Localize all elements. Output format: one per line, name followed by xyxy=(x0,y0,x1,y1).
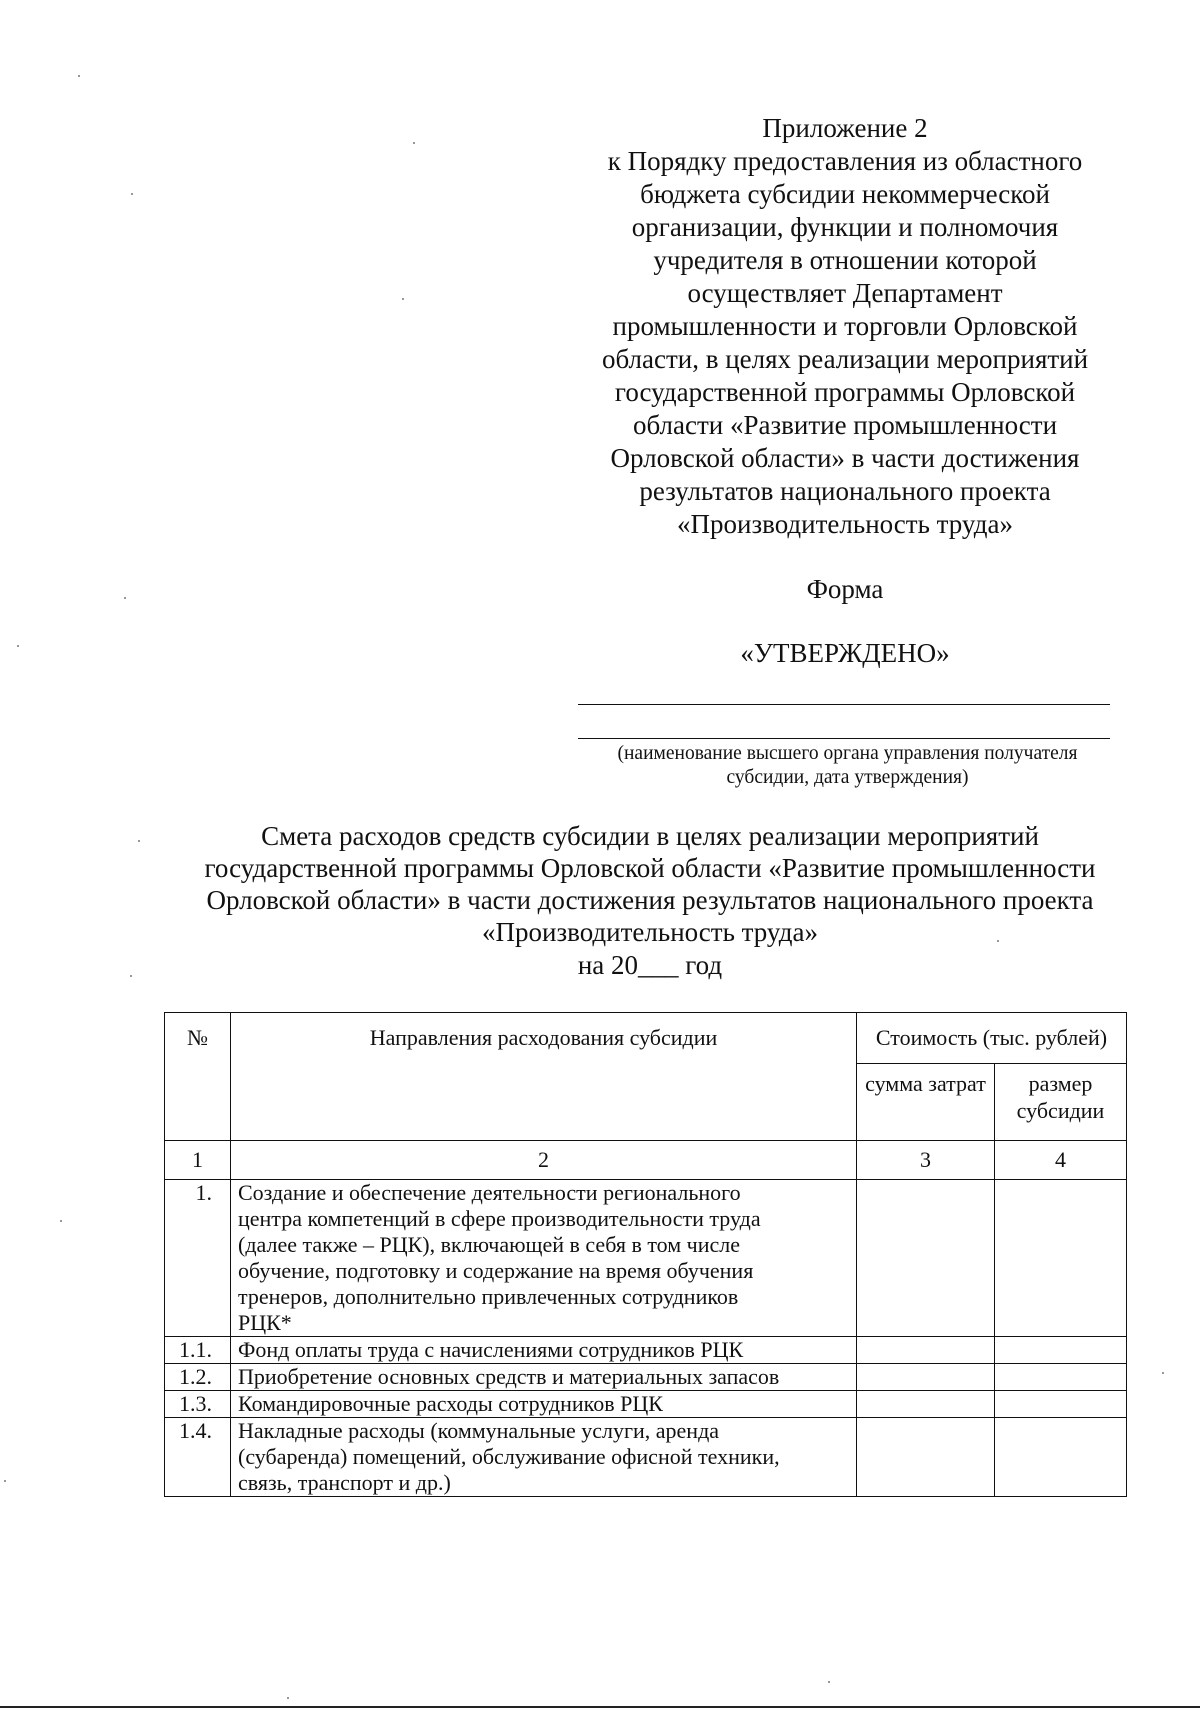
form-label: Форма xyxy=(806,574,884,604)
document-title-line: Смета расходов средств субсидии в целях реализации мероприятий xyxy=(261,821,1039,851)
appendix-line: к Порядку предоставления из областного xyxy=(607,146,1083,176)
scan-speck xyxy=(138,840,140,842)
row-number: 1.2. xyxy=(165,1364,231,1391)
table-row xyxy=(165,1418,1127,1497)
row-description xyxy=(231,1364,857,1391)
row-description xyxy=(231,1418,857,1497)
signature-line xyxy=(578,704,1110,705)
row-number: 1. xyxy=(165,1180,231,1337)
header-cost: Стоимость (тыс. рублей) xyxy=(857,1013,1127,1064)
column-number-row xyxy=(165,1141,1127,1180)
header-number: № xyxy=(165,1013,231,1141)
appendix-line: учредителя в отношении которой xyxy=(653,245,1037,275)
table-row xyxy=(165,1180,1127,1337)
header-cost-total: сумма затрат xyxy=(857,1064,995,1141)
row-number: 1.1. xyxy=(165,1337,231,1364)
row-description-line: Приобретение основных средств и материальных запасов xyxy=(238,1364,780,1389)
table-row xyxy=(165,1391,1127,1418)
row-number: 1.4. xyxy=(165,1418,231,1497)
document-title-line: «Производительность труда» xyxy=(482,917,818,947)
appendix-line: области, в целях реализации мероприятий xyxy=(601,344,1089,374)
document-title-line: Орловской области» в части достижения результатов национального проекта xyxy=(206,885,1094,915)
row-subsidy xyxy=(995,1337,1127,1364)
appendix-line: государственной программы Орловской xyxy=(614,377,1076,407)
signature-caption xyxy=(560,742,1135,790)
appendix-line: организации, функции и полномочия xyxy=(631,212,1059,242)
column-number: 4 xyxy=(995,1141,1127,1180)
row-subsidy xyxy=(995,1391,1127,1418)
row-description-line: Командировочные расходы сотрудников РЦК xyxy=(238,1391,663,1416)
scan-speck xyxy=(4,1480,6,1482)
appendix-line: Орловской области» в части достижения xyxy=(610,443,1080,473)
scan-speck xyxy=(1162,1372,1164,1374)
row-description-line: (далее также – РЦК), включающей в себя в том числе xyxy=(238,1232,741,1257)
scan-speck xyxy=(124,597,126,599)
row-description-line: обучение, подготовку и содержание на время обучения xyxy=(238,1258,754,1283)
appendix-line: бюджета субсидии некоммерческой xyxy=(640,179,1050,209)
column-number: 2 xyxy=(231,1141,857,1180)
cost-estimate-table xyxy=(164,1012,1127,1497)
appendix-line: области «Развитие промышленности xyxy=(632,410,1058,440)
scan-speck xyxy=(997,940,999,942)
row-subsidy xyxy=(995,1418,1127,1497)
signature-caption-line: субсидии, дата утверждения) xyxy=(726,767,969,788)
row-description xyxy=(231,1391,857,1418)
scan-speck xyxy=(413,142,415,144)
scan-speck xyxy=(402,298,404,300)
row-description xyxy=(231,1337,857,1364)
signature-line xyxy=(578,738,1110,739)
row-cost-total xyxy=(857,1391,995,1418)
appendix-line: осуществляет Департамент xyxy=(687,278,1003,308)
row-cost-total xyxy=(857,1180,995,1337)
row-number: 1.3. xyxy=(165,1391,231,1418)
appendix-line: промышленности и торговли Орловской xyxy=(612,311,1078,341)
column-number: 1 xyxy=(165,1141,231,1180)
row-cost-total xyxy=(857,1364,995,1391)
year-line: на 20___ год xyxy=(577,950,723,980)
row-description-line: Создание и обеспечение деятельности регионального xyxy=(238,1180,741,1205)
row-description-line: Накладные расходы (коммунальные услуги, аренда xyxy=(238,1418,720,1443)
header-direction: Направления расходования субсидии xyxy=(231,1013,857,1141)
document-title-line: государственной программы Орловской области «Развитие промышленности xyxy=(204,853,1096,883)
row-description-line: Фонд оплаты труда с начислениями сотрудников РЦК xyxy=(238,1337,744,1362)
scan-speck xyxy=(17,645,19,647)
row-description-line: связь, транспорт и др.) xyxy=(238,1470,451,1495)
appendix-line: результатов национального проекта xyxy=(639,476,1051,506)
row-description-line: центра компетенций в сфере производительности труда xyxy=(238,1206,761,1231)
header-subsidy: размер субсидии xyxy=(995,1064,1127,1141)
scan-speck xyxy=(287,1697,289,1699)
row-description-line: (субаренда) помещений, обслуживание офисной техники, xyxy=(238,1444,780,1469)
document-title xyxy=(120,820,1180,948)
table-row xyxy=(165,1337,1127,1364)
appendix-line: «Производительность труда» xyxy=(677,509,1013,539)
signature-caption-line: (наименование высшего органа управления получателя xyxy=(617,743,1078,764)
appendix-header xyxy=(575,112,1115,541)
scan-speck xyxy=(828,1681,830,1683)
scan-speck xyxy=(78,75,80,77)
scan-speck xyxy=(131,193,133,195)
row-description-line: тренеров, дополнительно привлеченных сотрудников xyxy=(238,1284,739,1309)
row-description xyxy=(231,1180,857,1337)
appendix-line: Приложение 2 xyxy=(762,113,928,143)
row-subsidy xyxy=(995,1364,1127,1391)
scan-edge-line xyxy=(0,1706,1200,1708)
table-header-row xyxy=(165,1013,1127,1064)
row-subsidy xyxy=(995,1180,1127,1337)
row-description-line: РЦК* xyxy=(238,1310,292,1335)
scan-speck xyxy=(130,975,132,977)
scan-speck xyxy=(60,1220,62,1222)
row-cost-total xyxy=(857,1337,995,1364)
row-cost-total xyxy=(857,1418,995,1497)
approved-label: «УТВЕРЖДЕНО» xyxy=(740,638,950,668)
column-number: 3 xyxy=(857,1141,995,1180)
table-row xyxy=(165,1364,1127,1391)
